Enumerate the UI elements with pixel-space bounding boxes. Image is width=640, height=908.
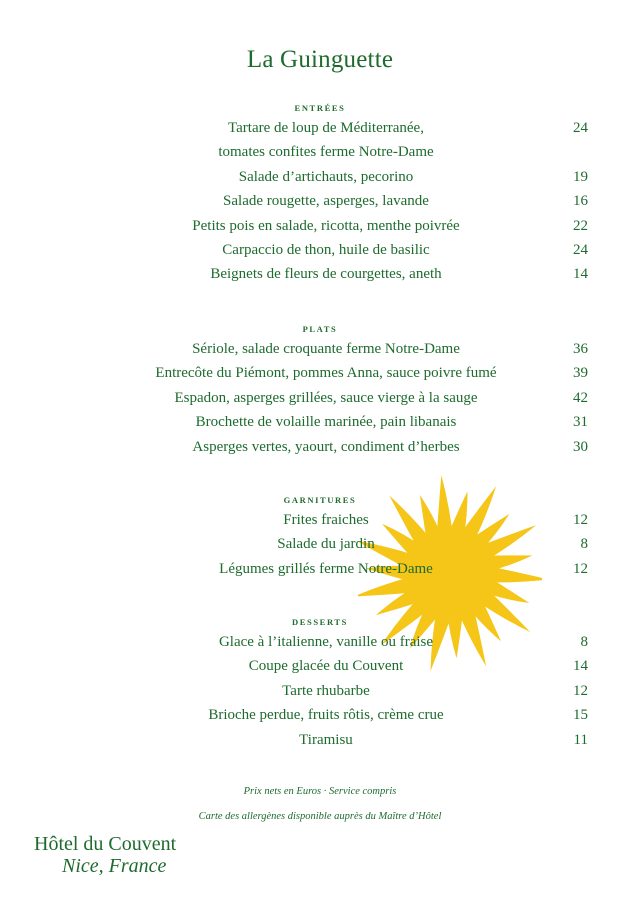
- menu-item: [0, 679, 640, 703]
- menu-item-name: Espadon, asperges grillées, sauce vierge à la sauge: [174, 389, 478, 406]
- menu-item: [0, 532, 640, 556]
- menu-item-price: 19: [573, 168, 588, 185]
- menu-item: [0, 435, 640, 459]
- menu-item-name: Brioche perdue, fruits rôtis, crème crue: [208, 707, 444, 724]
- footer-notes: [0, 779, 640, 829]
- section-desserts: [0, 614, 640, 752]
- hotel-signature: [34, 833, 176, 877]
- menu-item-price: 30: [573, 438, 588, 455]
- menu-item: [0, 165, 640, 189]
- menu-item-name: Légumes grillés ferme Notre-Dame: [219, 560, 433, 577]
- section-heading: ENTRÉES: [294, 103, 346, 113]
- hotel-name: Hôtel du Couvent: [34, 833, 177, 855]
- menu-item-price: 15: [573, 707, 588, 724]
- menu-item-name: Tartare de loup de Méditerranée,: [228, 120, 424, 136]
- menu-item-price: 12: [573, 682, 588, 699]
- section-entrees: [0, 100, 640, 287]
- menu-item-name: Brochette de volaille marinée, pain libanais: [195, 414, 457, 431]
- menu-item: [0, 361, 640, 385]
- section-heading: GARNITURES: [283, 495, 357, 505]
- menu-item: [0, 238, 640, 262]
- menu-item-name: Entrecôte du Piémont, pommes Anna, sauce poivre fumé: [155, 365, 497, 382]
- allergen-note: Carte des allergènes disponible auprès du Maître d’Hôtel: [198, 811, 442, 822]
- menu-item-price: 14: [573, 266, 588, 283]
- menu-item: [0, 189, 640, 213]
- section-garnitures: [0, 492, 640, 581]
- menu-item-price: 31: [573, 414, 588, 431]
- menu-item-name: Tarte rhubarbe: [282, 682, 370, 699]
- price-note: Prix nets en Euros · Service compris: [243, 786, 397, 797]
- menu-item: [0, 337, 640, 361]
- menu-item-name: Salade rougette, asperges, lavande: [223, 193, 429, 210]
- menu-item: [0, 116, 640, 140]
- menu-item-price: 12: [573, 560, 588, 577]
- menu-item-price: 12: [573, 512, 588, 528]
- menu-item-price: 24: [573, 241, 588, 258]
- menu-item-price: 8: [580, 634, 588, 650]
- menu-item: [0, 557, 640, 581]
- menu-item: [0, 728, 640, 752]
- menu-item-name: Glace à l’italienne, vanille ou fraise: [218, 634, 434, 650]
- menu-item-price: 42: [573, 389, 588, 406]
- menu-item-name: Tiramisu: [299, 731, 353, 748]
- menu-item-name: Beignets de fleurs de courgettes, aneth: [210, 266, 442, 283]
- menu-item-price: 16: [573, 193, 588, 210]
- page-title: La Guinguette: [246, 46, 394, 73]
- menu-item-name: Sériole, salade croquante ferme Notre-Dame: [192, 341, 460, 357]
- menu-item-price: 39: [573, 365, 588, 382]
- menu-item: [0, 262, 640, 286]
- menu-item-name: Salade d’artichauts, pecorino: [238, 168, 414, 185]
- menu-item-price: 8: [580, 536, 588, 553]
- menu-item-price: 36: [573, 341, 588, 357]
- menu-item-name: Carpaccio de thon, huile de basilic: [222, 241, 430, 258]
- menu-item-price: 14: [573, 658, 588, 675]
- menu-item: [0, 654, 640, 678]
- menu-item-price: 24: [573, 120, 588, 136]
- section-heading: PLATS: [302, 324, 338, 334]
- menu-item: [0, 214, 640, 238]
- menu-item-name: Frites fraiches: [283, 512, 369, 528]
- menu-item: [0, 508, 640, 532]
- menu-item-price: 22: [573, 217, 588, 234]
- menu-item-name: tomates confites ferme Notre-Dame: [218, 144, 434, 161]
- menu-item: [0, 386, 640, 410]
- section-plats: [0, 321, 640, 459]
- menu-item-name: Petits pois en salade, ricotta, menthe poivrée: [192, 217, 460, 234]
- menu-item-price: 11: [573, 731, 588, 748]
- menu-item-name: Coupe glacée du Couvent: [248, 658, 404, 675]
- menu-item: [0, 703, 640, 727]
- menu-item-name: Salade du jardin: [277, 536, 375, 553]
- hotel-city: Nice, France: [62, 855, 167, 877]
- menu-item: [0, 410, 640, 434]
- section-heading: DESSERTS: [292, 617, 348, 627]
- menu-item-name: Asperges vertes, yaourt, condiment d’herbes: [192, 438, 460, 455]
- menu-item: [0, 630, 640, 654]
- menu-item: [0, 140, 640, 164]
